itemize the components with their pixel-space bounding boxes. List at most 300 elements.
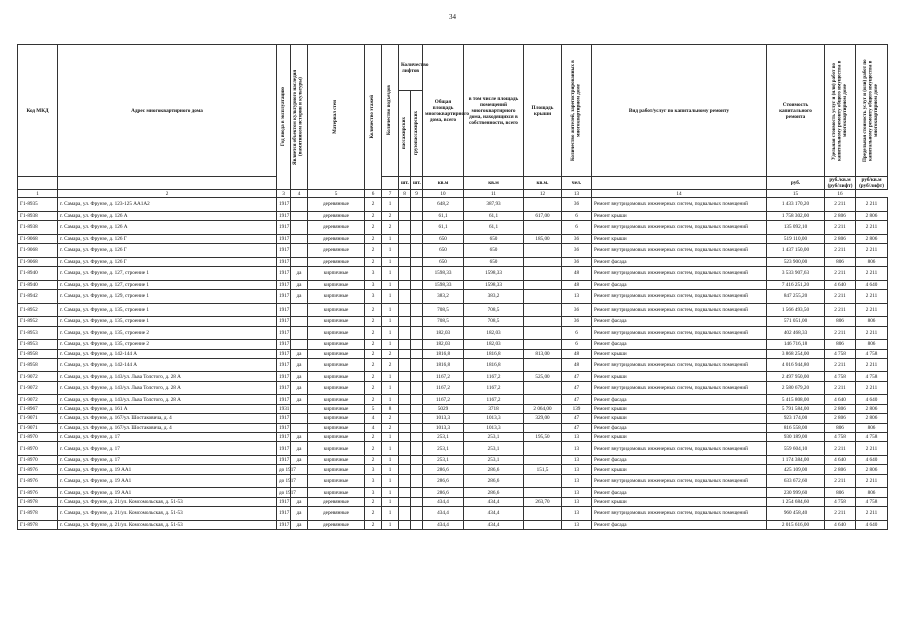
cell-floors: 2 [365,349,382,358]
cell-heritage: да [291,372,308,381]
cell-cost: 847 255,20 [767,289,825,303]
cell-max-cost: 2 806 [856,234,888,243]
cell-lifts-cargo [411,433,423,442]
cell-entrances: 1 [382,433,399,442]
cell-residents: 13 [562,433,592,442]
cell-unit-cost: 806 [825,488,856,497]
cell-total-area: 286,6 [423,488,464,497]
cell-lifts-passenger [399,289,411,303]
cell-cost: 2 580 679,20 [767,381,825,395]
cell-year: 1917 [277,234,291,243]
cell-year: до 1917 [277,474,291,488]
cell-material: кирпичные [308,404,365,413]
cell-lifts-passenger [399,234,411,243]
table-row [18,358,888,372]
cell-cost: 135 092,10 [767,220,825,234]
cell-lifts-passenger [399,520,411,529]
column-number: 9 [411,190,423,198]
cell-code: Г1-8952 [18,303,58,317]
cell-entrances: 2 [382,358,399,372]
cell-unit-cost: 2 211 [825,358,856,372]
cell-address: г. Самара, ул. Фрунзе, д. 143/ул. Льва Толстого, д. 28 А [58,372,277,381]
cell-max-cost: 4 640 [856,456,888,465]
cell-work-type: Ремонт фасада [592,340,767,349]
cell-entrances: 1 [382,507,399,521]
cell-lifts-cargo [411,488,423,497]
cell-max-cost: 2 211 [856,381,888,395]
cell-lifts-cargo [411,289,423,303]
cell-address: г. Самара, ул. Фрунзе, д. 21/ул. Комсомольская, д. 51-53 [58,507,277,521]
cell-code: Г1-8952 [18,317,58,326]
cell-material: кирпичные [308,395,365,404]
cell-lifts-cargo [411,442,423,456]
cell-floors: 2 [365,497,382,506]
cell-year: 1917 [277,456,291,465]
cell-owned-area: 383,2 [464,289,524,303]
cell-owned-area: 253,1 [464,456,524,465]
cell-year: 1917 [277,520,291,529]
cell-code: Г1-8978 [18,497,58,506]
cell-material: кирпичные [308,317,365,326]
cell-roof-area [524,303,562,317]
cell-total-area: 253,1 [423,433,464,442]
cell-floors: 5 [365,404,382,413]
cell-work-type: Ремонт фасада [592,456,767,465]
cell-cost: 2 015 616,00 [767,520,825,529]
cell-max-cost: 2 211 [856,198,888,212]
cell-address: г. Самара, ул. Фрунзе, д. 143/ул. Льва Толстого, д. 28 А [58,395,277,404]
cell-cost: 5 415 808,00 [767,395,825,404]
cell-lifts-cargo [411,423,423,432]
table-row [18,404,888,413]
cell-material: кирпичные [308,358,365,372]
cell-floors: 2 [365,243,382,257]
cell-total-area: 1167,2 [423,372,464,381]
cell-unit-cost: 4 758 [825,497,856,506]
cell-material: кирпичные [308,266,365,280]
cell-total-area: 182,03 [423,340,464,349]
cell-material: деревянные [308,243,365,257]
cell-cost: 633 672,60 [767,474,825,488]
table-row [18,303,888,317]
header-address: Адрес многоквартирного дома [58,45,277,177]
cell-max-cost: 806 [856,423,888,432]
cell-unit-cost: 4 640 [825,456,856,465]
cell-roof-area [524,266,562,280]
cell-entrances: 2 [382,349,399,358]
cell-max-cost: 4 640 [856,520,888,529]
cell-unit-cost: 2 211 [825,381,856,395]
cell-max-cost: 806 [856,488,888,497]
cell-max-cost: 4 758 [856,349,888,358]
column-number: 1 [18,190,58,198]
cell-owned-area: 1167,2 [464,372,524,381]
cell-entrances: 1 [382,520,399,529]
cell-heritage: да [291,266,308,280]
cell-unit-cost: 4 758 [825,349,856,358]
cell-entrances: 1 [382,317,399,326]
cell-total-area: 434,4 [423,507,464,521]
cell-address: г. Самара, ул. Фрунзе, д. 19 АА1 [58,465,277,474]
cell-work-type: Ремонт фасада [592,317,767,326]
cell-unit-cost: 806 [825,423,856,432]
cell-address: г. Самара, ул. Фрунзе, д. 19 АА1 [58,488,277,497]
cell-entrances: 1 [382,456,399,465]
cell-address: г. Самара, ул. Фрунзе, д. 19 АА1 [58,474,277,488]
cell-code: Г1-8970 [18,456,58,465]
cell-heritage: да [291,497,308,506]
cell-code: Г1-8953 [18,326,58,340]
cell-floors: 2 [365,395,382,404]
cell-floors: 2 [365,520,382,529]
cell-material: кирпичные [308,303,365,317]
cell-unit-cost: 806 [825,340,856,349]
cell-address: г. Самара, ул. Фрунзе, д. 161 А [58,404,277,413]
cell-max-cost: 2 211 [856,442,888,456]
cell-floors: 3 [365,465,382,474]
cell-floors: 2 [365,358,382,372]
cell-material: кирпичные [308,465,365,474]
cell-cost: 930 189,00 [767,433,825,442]
cell-owned-area: 434,4 [464,520,524,529]
cell-entrances: 1 [382,289,399,303]
cell-floors: 4 [365,414,382,423]
units-row [18,177,888,190]
cell-total-area: 1167,2 [423,395,464,404]
cell-material: деревянные [308,520,365,529]
cell-material: кирпичные [308,372,365,381]
cell-roof-area [524,340,562,349]
cell-unit-cost: 2 806 [825,234,856,243]
cell-year: 1917 [277,326,291,340]
cell-entrances: 2 [382,423,399,432]
cell-material: кирпичные [308,423,365,432]
cell-code: Г1-8940 [18,266,58,280]
cell-material: деревянные [308,234,365,243]
cell-total-area: 708,5 [423,317,464,326]
cell-residents: 139 [562,404,592,413]
unit-cell: шт. [399,177,411,190]
cell-entrances: 1 [382,465,399,474]
cell-code: Г1-9071 [18,423,58,432]
cell-unit-cost: 2 211 [825,289,856,303]
cell-roof-area [524,317,562,326]
cell-cost: 1 254 684,60 [767,497,825,506]
table-row [18,507,888,521]
cell-address: г. Самара, ул. Фрунзе, д. 135, строение 1 [58,317,277,326]
header-owned-area: в том числе площадь помещений многоквартирного дома, находящихся в собственности, всего [464,45,524,177]
cell-unit-cost: 806 [825,317,856,326]
cell-cost: 7 416 251,20 [767,280,825,289]
column-number: 11 [464,190,524,198]
cell-address: г. Самара, ул. Фрунзе, д. 167/ул. Шостаковича, д. 4 [58,423,277,432]
cell-year: до 1917 [277,488,291,497]
cell-owned-area: 1598,33 [464,266,524,280]
cell-owned-area: 708,5 [464,317,524,326]
cell-code: Г1-8938 [18,211,58,220]
cell-residents: 36 [562,317,592,326]
cell-unit-cost: 2 806 [825,465,856,474]
cell-material: кирпичные [308,433,365,442]
cell-heritage [291,326,308,340]
table-row [18,423,888,432]
cell-entrances: 1 [382,340,399,349]
cell-max-cost: 4 640 [856,395,888,404]
cell-roof-area [524,257,562,266]
cell-heritage [291,340,308,349]
cell-code: Г1-8976 [18,488,58,497]
column-number: 10 [423,190,464,198]
cell-material: кирпичные [308,474,365,488]
table-row [18,395,888,404]
cell-heritage: да [291,358,308,372]
cell-cost: 1 566 493,50 [767,303,825,317]
cell-roof-area: 2 064,00 [524,404,562,413]
cell-year: 1917 [277,220,291,234]
column-number-row [18,190,888,198]
cell-code: Г1-9072 [18,395,58,404]
cell-lifts-cargo [411,198,423,212]
cell-work-type: Ремонт крыши [592,234,767,243]
cell-work-type: Ремонт внутридомовых инженерных систем, подвальных помещений [592,289,767,303]
cell-floors: 2 [365,303,382,317]
cell-lifts-cargo [411,507,423,521]
cell-address: г. Самара, ул. Фрунзе, д. 167/ул. Шостаковича, д. 4 [58,414,277,423]
cell-heritage [291,317,308,326]
cell-owned-area: 1598,33 [464,280,524,289]
cell-work-type: Ремонт фасада [592,280,767,289]
cell-owned-area: 1816,8 [464,349,524,358]
header-roof-area: Площадь крыши [524,45,562,177]
cell-residents: 6 [562,340,592,349]
cell-address: г. Самара, ул. Фрунзе, д. 135, строение 2 [58,326,277,340]
cell-entrances: 1 [382,303,399,317]
cell-floors: 3 [365,280,382,289]
cell-entrances: 2 [382,211,399,220]
cell-year: 1917 [277,198,291,212]
cell-roof-area: 813,00 [524,349,562,358]
cell-heritage [291,198,308,212]
cell-material: деревянные [308,497,365,506]
cell-residents: 47 [562,395,592,404]
unit-cell: руб/кв.м (руб/лифт) [856,177,888,190]
cell-lifts-cargo [411,326,423,340]
table-row [18,243,888,257]
cell-code: Г1-8935 [18,198,58,212]
cell-residents: 13 [562,488,592,497]
cell-lifts-cargo [411,395,423,404]
cell-total-area: 286,6 [423,465,464,474]
cell-material: кирпичные [308,442,365,456]
cell-heritage: да [291,433,308,442]
column-number: 7 [382,190,399,198]
cell-cost: 5 791 584,00 [767,404,825,413]
cell-work-type: Ремонт крыши [592,497,767,506]
table-row [18,198,888,212]
cell-roof-area: 263,70 [524,497,562,506]
cell-year: 1917 [277,395,291,404]
cell-total-area: 434,4 [423,520,464,529]
cell-total-area: 253,1 [423,442,464,456]
cell-lifts-cargo [411,520,423,529]
cell-max-cost: 2 806 [856,414,888,423]
header-unit-cost: Удельная стоимость услуг и (или) работ по капитальному ремонту общего имущества в многоквартирном доме [831,60,848,161]
cell-residents: 48 [562,280,592,289]
cell-residents: 36 [562,303,592,317]
cell-roof-area: 151,5 [524,465,562,474]
column-number: 6 [365,190,382,198]
cell-owned-area: 650 [464,257,524,266]
cell-address: г. Самара, ул. Фрунзе, д. 143/ул. Льва Толстого, д. 28 А [58,381,277,395]
cell-lifts-cargo [411,266,423,280]
cell-owned-area: 650 [464,234,524,243]
cell-year: 1917 [277,497,291,506]
cell-year: 1917 [277,280,291,289]
cell-heritage [291,414,308,423]
cell-address: г. Самара, ул. Фрунзе, д. 142-144 А [58,358,277,372]
cell-roof-area [524,220,562,234]
cell-year: 1917 [277,349,291,358]
cell-work-type: Ремонт внутридомовых инженерных систем, подвальных помещений [592,303,767,317]
cell-heritage [291,423,308,432]
cell-entrances: 1 [382,372,399,381]
cell-residents: 6 [562,220,592,234]
cell-total-area: 650 [423,243,464,257]
cell-total-area: 648,2 [423,198,464,212]
cell-residents: 6 [562,211,592,220]
cell-entrances: 8 [382,404,399,413]
cell-cost: 960 458,40 [767,507,825,521]
cell-owned-area: 3718 [464,404,524,413]
cell-residents: 13 [562,289,592,303]
header-heritage: Является объектом культурного наследия (памятником истории и культуры) [293,69,304,165]
cell-year: 1917 [277,211,291,220]
cell-address: г. Самара, ул. Фрунзе, д. 126 Г [58,243,277,257]
cell-lifts-passenger [399,433,411,442]
cell-unit-cost: 2 211 [825,243,856,257]
cell-residents: 13 [562,520,592,529]
cell-total-area: 1013,3 [423,423,464,432]
cell-address: г. Самара, ул. Фрунзе, д. 17 [58,442,277,456]
cell-roof-area: 329,00 [524,414,562,423]
cell-heritage: да [291,442,308,456]
cell-work-type: Ремонт внутридомовых инженерных систем, подвальных помещений [592,220,767,234]
cell-heritage: да [291,381,308,395]
cell-floors: 2 [365,234,382,243]
cell-residents: 36 [562,234,592,243]
cell-roof-area [524,326,562,340]
cell-heritage: да [291,456,308,465]
cell-year: 1917 [277,442,291,456]
cell-max-cost: 806 [856,340,888,349]
cell-roof-area [524,198,562,212]
cell-unit-cost: 2 806 [825,211,856,220]
header-code: Код МКД [18,45,58,177]
cell-heritage [291,220,308,234]
cell-heritage [291,257,308,266]
cell-cost: 1 758 302,00 [767,211,825,220]
cell-address: г. Самара, ул. Фрунзе, д. 17 [58,433,277,442]
cell-address: г. Самара, ул. Фрунзе, д. 135, строение 1 [58,303,277,317]
cell-heritage: да [291,395,308,404]
cell-max-cost: 2 211 [856,326,888,340]
column-number: 14 [592,190,767,198]
cell-residents: 13 [562,456,592,465]
cell-unit-cost: 4 758 [825,433,856,442]
unit-cell: кв.м [423,177,464,190]
cell-cost: 425 109,00 [767,465,825,474]
cell-unit-cost: 2 211 [825,303,856,317]
table-row [18,488,888,497]
header-residents: Количество жителей, зарегистрированных в многоквартирном доме [570,60,582,161]
cell-work-type: Ремонт крыши [592,349,767,358]
cell-work-type: Ремонт внутридомовых инженерных систем, подвальных помещений [592,243,767,257]
cell-lifts-passenger [399,326,411,340]
cell-roof-area [524,395,562,404]
header-year: Год ввода в эксплуатацию [280,87,286,147]
table-row [18,349,888,358]
cell-lifts-passenger [399,257,411,266]
cell-entrances: 1 [382,234,399,243]
cell-roof-area [524,423,562,432]
cell-cost: 230 999,60 [767,488,825,497]
cell-floors: 3 [365,488,382,497]
cell-address: г. Самара, ул. Фрунзе, д. 126 Г [58,234,277,243]
column-number: 15 [767,190,825,198]
cell-code: Г1-9072 [18,381,58,395]
header-lifts-cargo: грузопассажирских [413,111,419,156]
cell-floors: 2 [365,507,382,521]
cell-cost: 3 868 254,00 [767,349,825,358]
cell-lifts-cargo [411,340,423,349]
cell-residents: 47 [562,381,592,395]
cell-max-cost: 4 758 [856,497,888,506]
cell-owned-area: 61,1 [464,220,524,234]
cell-max-cost: 2 211 [856,303,888,317]
cell-material: деревянные [308,220,365,234]
cell-code: Г1-8940 [18,280,58,289]
cell-lifts-cargo [411,317,423,326]
cell-max-cost: 2 211 [856,220,888,234]
cell-floors: 2 [365,317,382,326]
cell-lifts-passenger [399,404,411,413]
cell-owned-area: 1816,8 [464,358,524,372]
cell-material: кирпичные [308,326,365,340]
cell-entrances: 1 [382,266,399,280]
cell-lifts-cargo [411,303,423,317]
cell-material: кирпичные [308,456,365,465]
cell-code: Г1-9068 [18,257,58,266]
cell-residents: 13 [562,507,592,521]
cell-heritage [291,404,308,413]
cell-work-type: Ремонт фасада [592,520,767,529]
cell-max-cost: 2 806 [856,211,888,220]
cell-lifts-cargo [411,358,423,372]
cell-max-cost: 4 758 [856,372,888,381]
column-number: 13 [562,190,592,198]
cell-material: деревянные [308,507,365,521]
cell-unit-cost: 2 211 [825,266,856,280]
cell-entrances: 1 [382,442,399,456]
cell-roof-area [524,381,562,395]
cell-work-type: Ремонт внутридомовых инженерных систем, подвальных помещений [592,442,767,456]
cell-work-type: Ремонт внутридомовых инженерных систем, подвальных помещений [592,326,767,340]
cell-owned-area: 1013,3 [464,414,524,423]
cell-total-area: 1598,33 [423,280,464,289]
cell-address: г. Самара, ул. Фрунзе, д. 142-144 А [58,349,277,358]
table-row [18,520,888,529]
header-lifts-group: Количество лифтов [399,45,423,91]
